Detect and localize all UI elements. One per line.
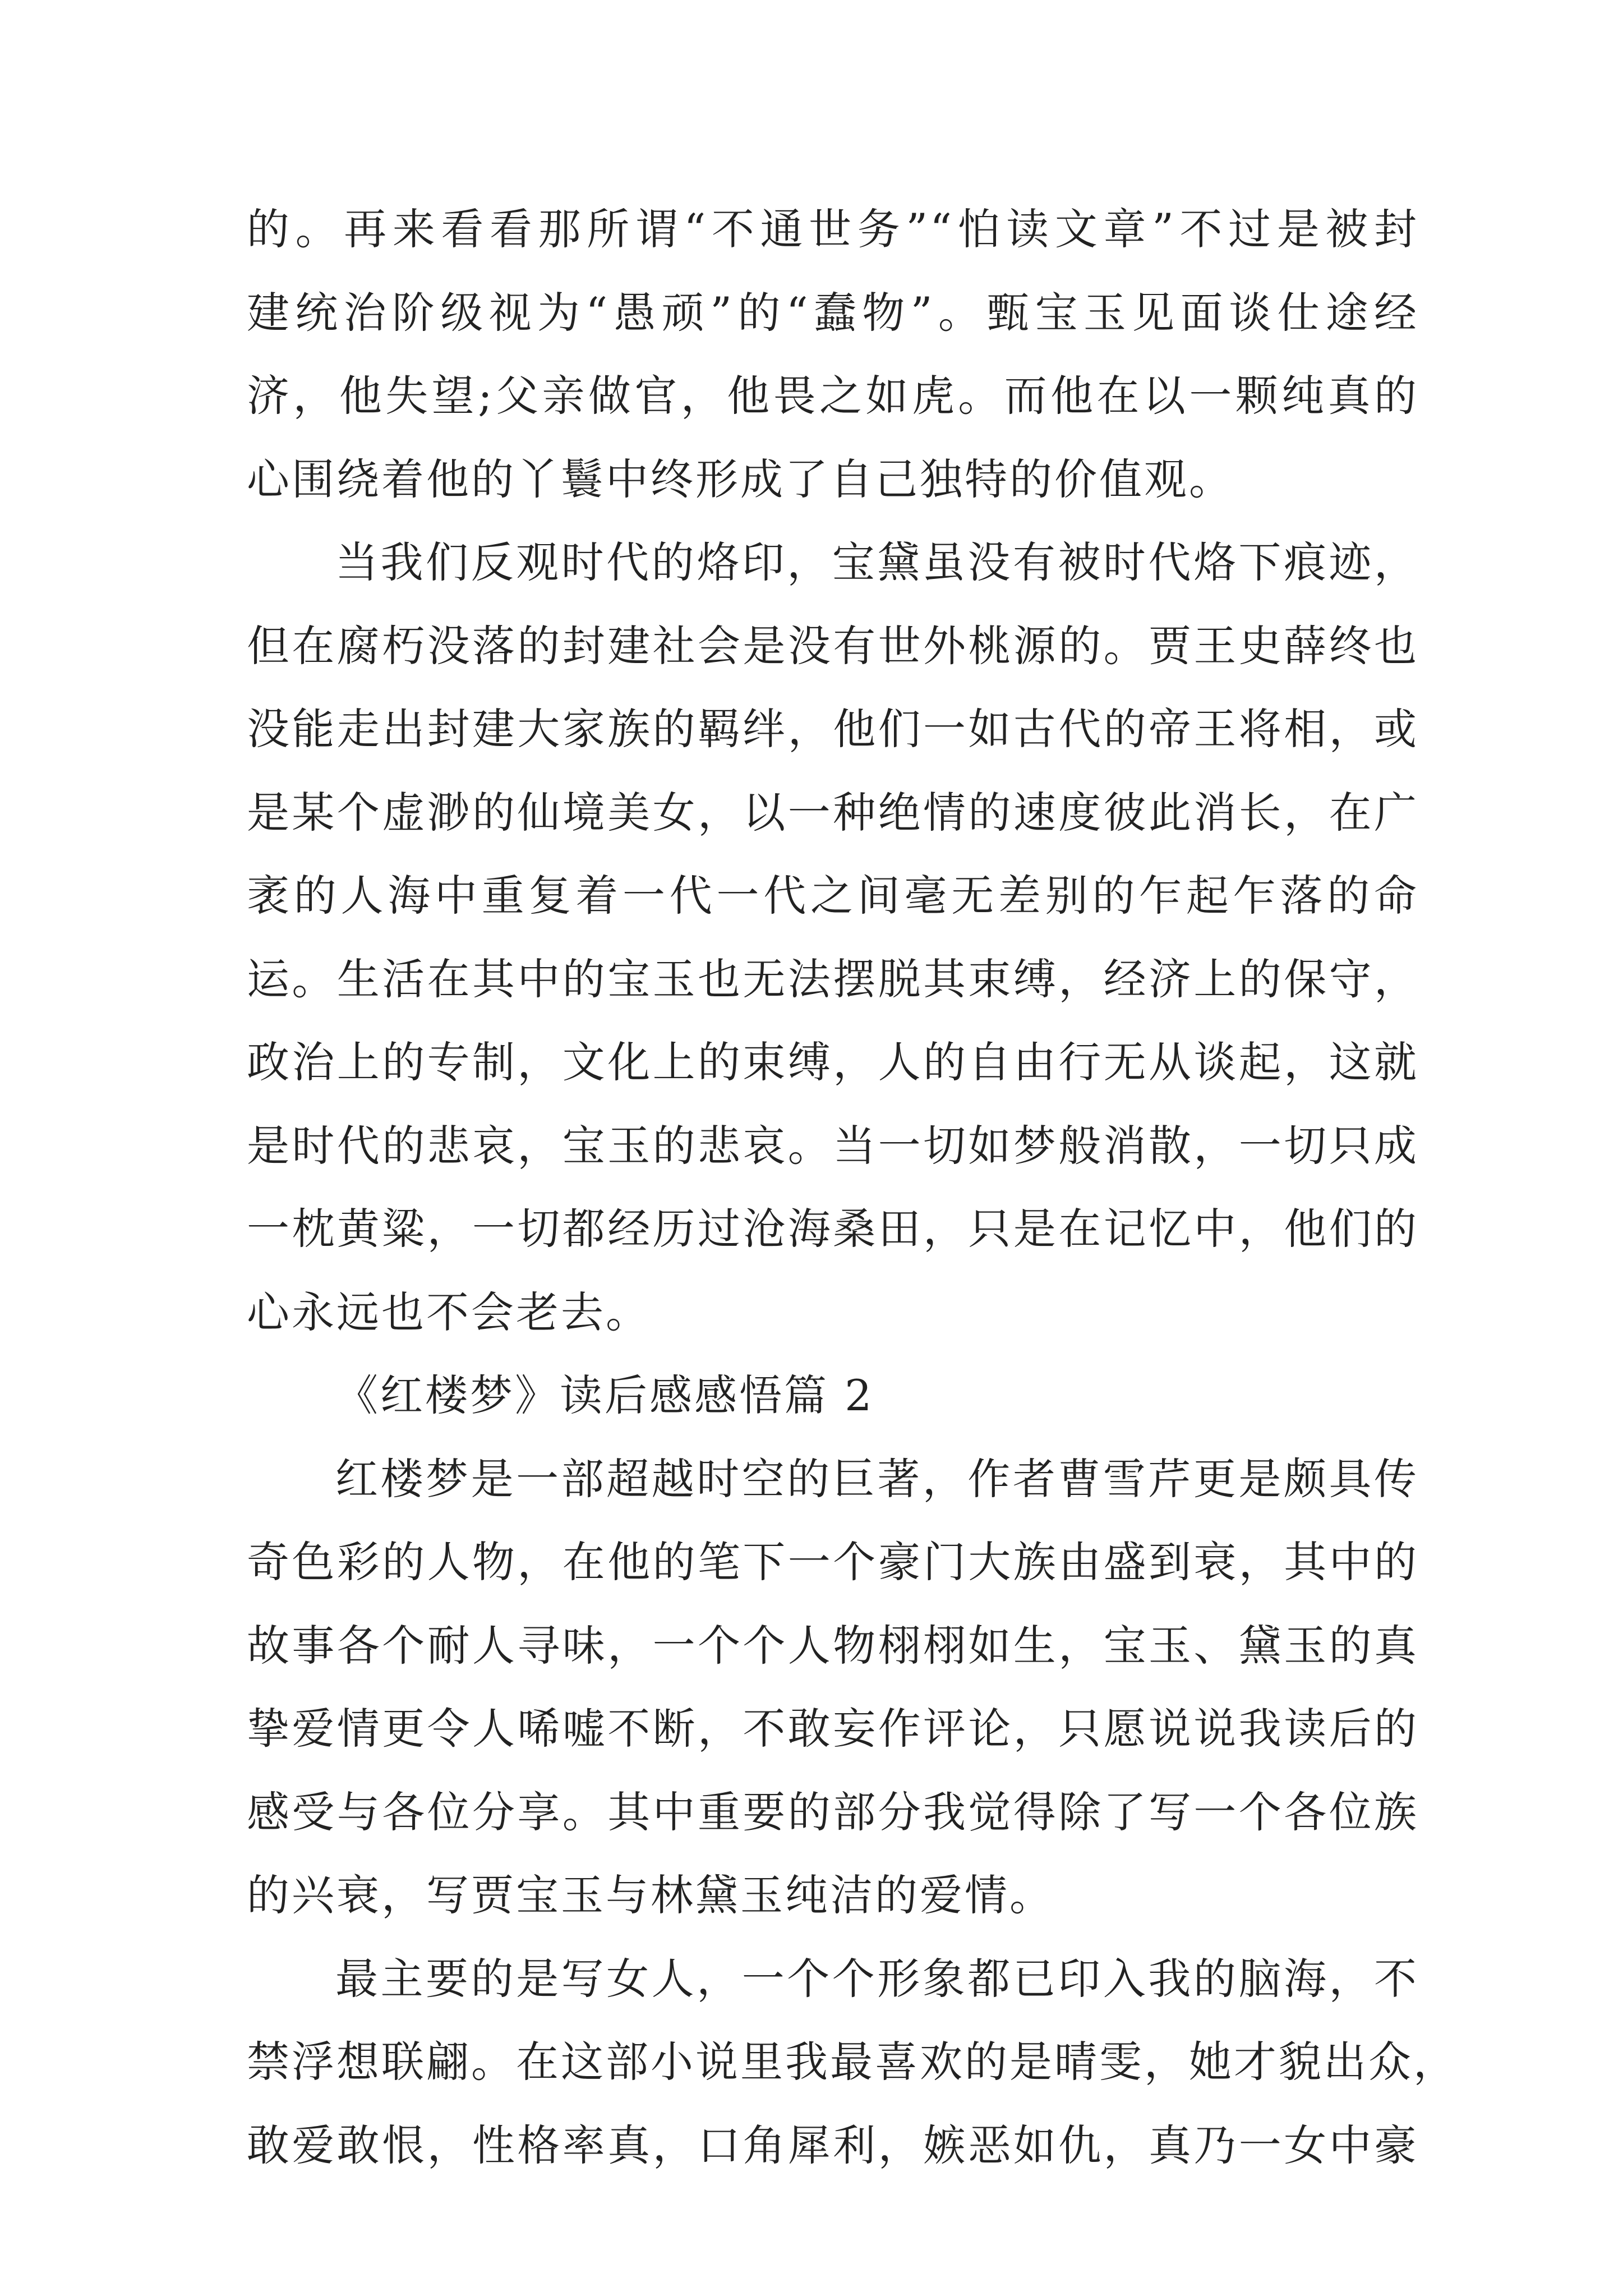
text-line: 最主要的是写女人，一个个形象都已印入我的脑海，不 — [335, 1953, 1419, 2004]
text-line: 的兴衰，写贾宝玉与林黛玉纯洁的爱情。 — [247, 1870, 1054, 1920]
text-line: 是某个虚渺的仙境美女，以一种绝情的速度彼此消长，在广 — [247, 787, 1419, 838]
text-line: 济，他失望;父亲做官，他畏之如虎。而他在以一颗纯真的 — [247, 371, 1419, 421]
text-line: 红楼梦是一部超越时空的巨著，作者曹雪芹更是颇具传 — [335, 1453, 1419, 1504]
text-line: 建统治阶级视为“愚顽”的“蠢物”。甄宝玉见面谈仕途经 — [247, 287, 1419, 338]
text-line: 是时代的悲哀，宝玉的悲哀。当一切如梦般消散，一切只成 — [247, 1120, 1419, 1171]
text-line: 当我们反观时代的烙印，宝黛虽没有被时代烙下痕迹， — [335, 537, 1419, 587]
text-line: 运。生活在其中的宝玉也无法摆脱其束缚，经济上的保守， — [247, 954, 1419, 1004]
text-line: 的。再来看看那所谓“不通世务”“怕读文章”不过是被封 — [247, 204, 1419, 254]
text-line: 一枕黄粱，一切都经历过沧海桑田，只是在记忆中，他们的 — [247, 1204, 1419, 1254]
text-line: 心围绕着他的丫鬟中终形成了自己独特的价值观。 — [247, 454, 1234, 504]
text-line: 敢爱敢恨，性格率真，口角犀利，嫉恶如仇，真乃一女中豪 — [247, 2120, 1419, 2170]
text-line: 禁浮想联翩。在这部小说里我最喜欢的是晴雯，她才貌出众， — [247, 2037, 1458, 2087]
text-line: 政治上的专制，文化上的束缚，人的自由行无从谈起，这就 — [247, 1037, 1419, 1087]
text-line: 挚爱情更令人唏嘘不断，不敢妄作评论，只愿说说我读后的 — [247, 1704, 1419, 1754]
text-line: 感受与各位分享。其中重要的部分我觉得除了写一个各位族 — [247, 1787, 1419, 1837]
text-line: 故事各个耐人寻味，一个个人物栩栩如生，宝玉、黛玉的真 — [247, 1620, 1419, 1671]
text-line: 心永远也不会老去。 — [247, 1287, 651, 1337]
text-line: 没能走出封建大家族的羁绊，他们一如古代的帝王将相，或 — [247, 704, 1419, 754]
text-line: 奇色彩的人物，在他的笔下一个豪门大族由盛到衰，其中的 — [247, 1537, 1419, 1587]
body-text — [247, 188, 1458, 2187]
text-line: 但在腐朽没落的封建社会是没有世外桃源的。贾王史薛终也 — [247, 620, 1419, 671]
section-heading: 《红楼梦》读后感感悟篇 2 — [335, 1370, 874, 1420]
text-line: 袤的人海中重复着一代一代之间毫无差别的乍起乍落的命 — [247, 871, 1419, 921]
